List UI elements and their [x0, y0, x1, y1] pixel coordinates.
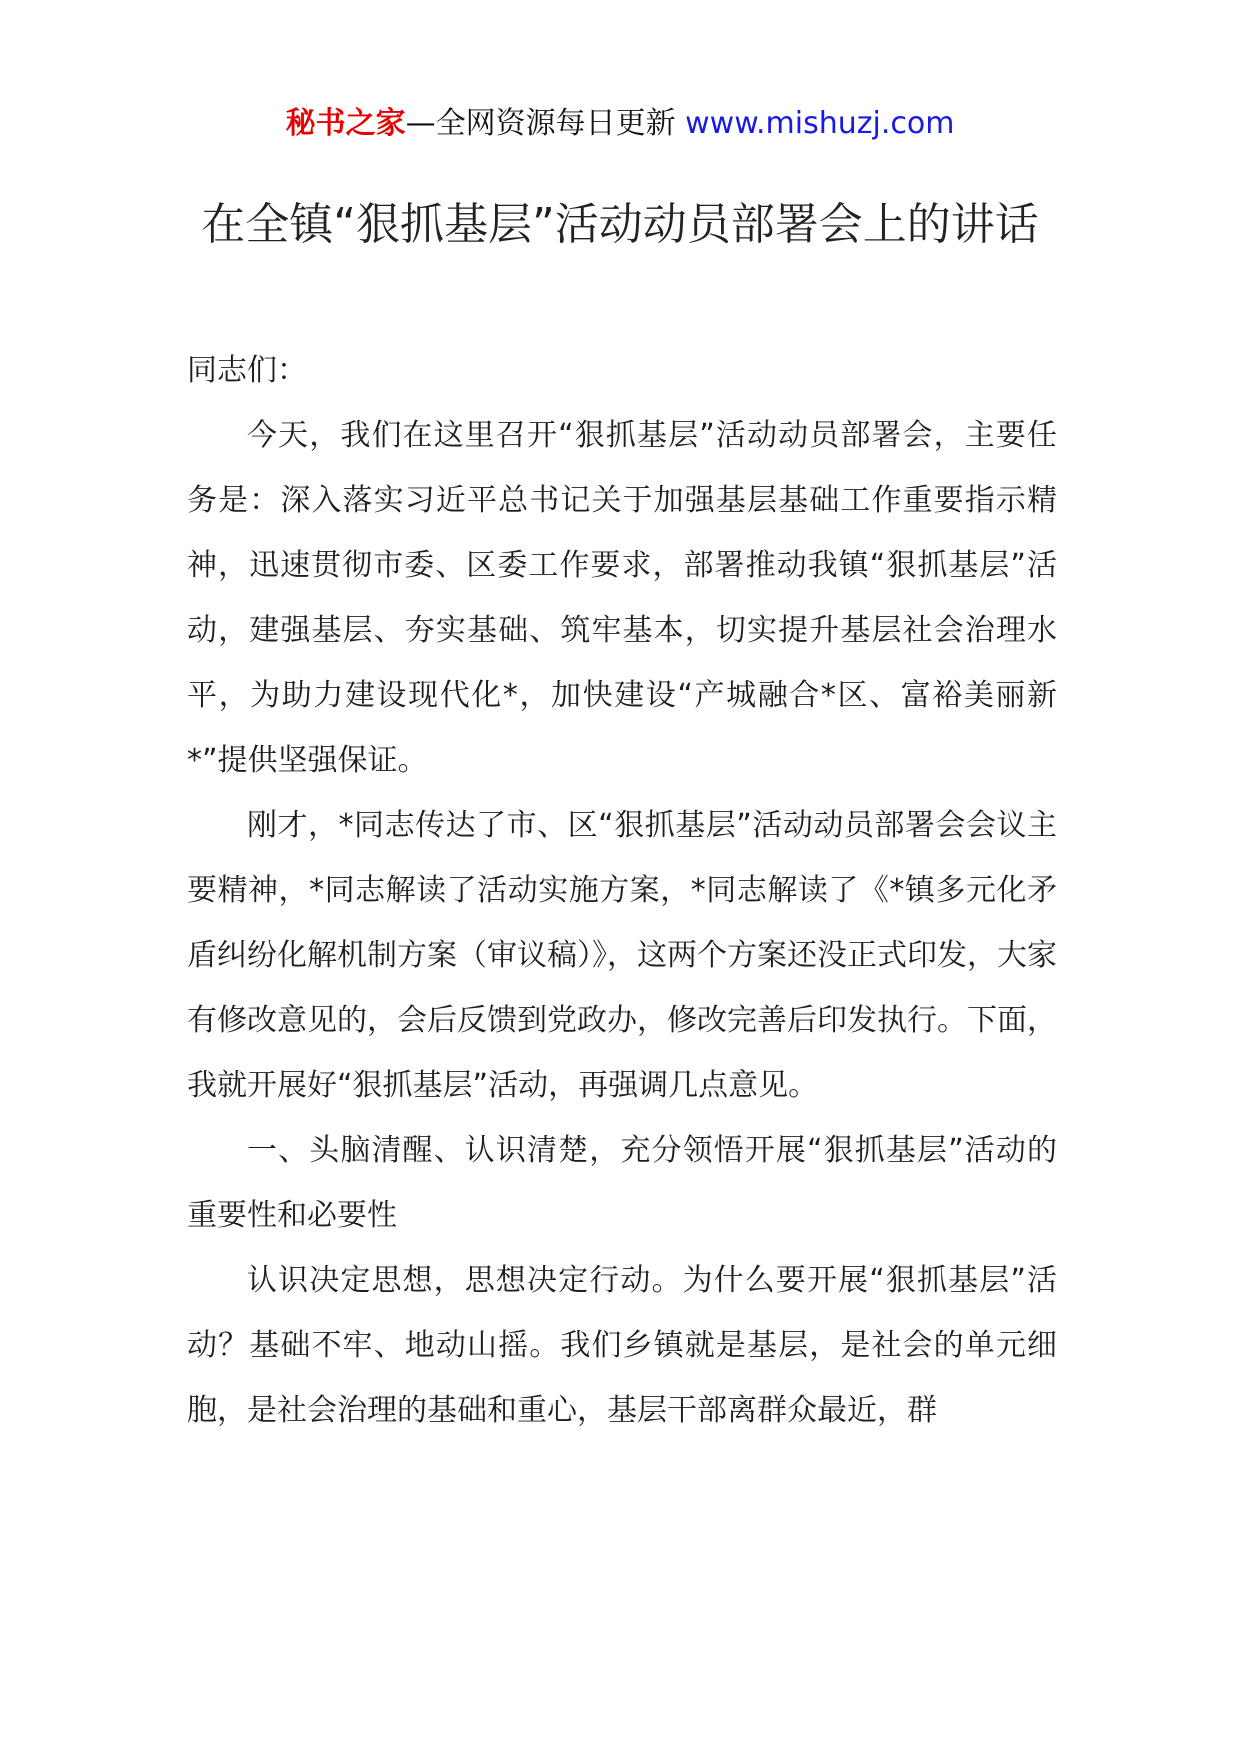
salutation: 同志们： — [187, 353, 307, 388]
section-heading-one: 一、头脑清醒、认识清楚，充分领悟开展“狠抓基层”活动的重要性和必要性 — [187, 1133, 1057, 1233]
paragraph-section-one: 认识决定思想，思想决定行动。为什么要开展“狠抓基层”活动？基础不牢、地动山摇。我们乡镇就是基层，是社会的单元细胞，是社会治理的基础和重心，基层干部离群众最近，群 — [187, 1263, 1057, 1428]
document-title: 在全镇“狠抓基层”活动动员部署会上的讲话 — [201, 199, 1039, 250]
site-tagline: —全网资源每日更新 — [405, 106, 676, 141]
paragraph-intro: 今天，我们在这里召开“狠抓基层”活动动员部署会，主要任务是：深入落实习近平总书记关于加强基层基础工作重要指示精神，迅速贯彻市委、区委工作要求，部署推动我镇“狠抓基层”活动，建强基层、夯实基础、筑牢基本，切实提升基层社会治理水平，为助力建设现代化*，加快建设“产城融合*区、富裕美丽新*”提供坚强保证。 — [187, 418, 1057, 778]
site-brand: 秘书之家 — [285, 106, 406, 141]
paragraph-context: 刚才，*同志传达了市、区“狠抓基层”活动动员部署会会议主要精神，*同志解读了活动实施方案，*同志解读了《*镇多元化矛盾纠纷化解机制方案（审议稿）》，这两个方案还没正式印发，大家有修改意见的，会后反馈到党政办，修改完善后印发执行。下面，我就开展好“狠抓基层”活动，再强调几点意见。 — [187, 808, 1057, 1103]
document-body — [187, 338, 1057, 1443]
site-header — [0, 104, 1240, 144]
site-url-link[interactable]: www.mishuzj.com — [685, 106, 955, 141]
